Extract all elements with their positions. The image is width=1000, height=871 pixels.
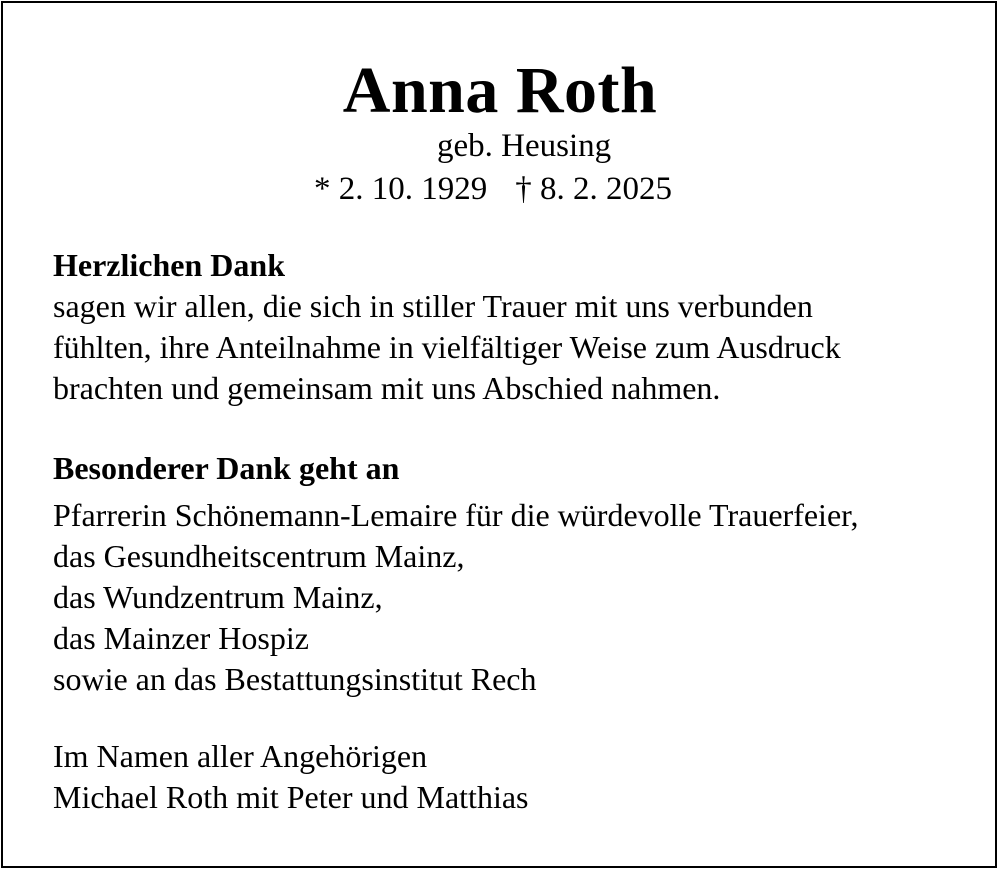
- deceased-name: Anna Roth: [342, 54, 658, 127]
- death-date: † 8. 2. 2025: [515, 171, 672, 207]
- special-thanks-line: das Gesundheitscentrum Mainz,: [53, 538, 465, 574]
- signature-line: Im Namen aller Angehörigen: [53, 738, 428, 774]
- special-thanks-section: [53, 448, 859, 700]
- thanks-line: brachten und gemeinsam mit uns Abschied nahmen.: [53, 370, 721, 406]
- special-thanks-line: das Mainzer Hospiz: [53, 620, 309, 656]
- thanks-heading: Herzlichen Dank: [53, 247, 285, 283]
- special-thanks-line: sowie an das Bestattungsinstitut Rech: [53, 661, 537, 697]
- special-thanks-line: das Wundzentrum Mainz,: [53, 579, 383, 615]
- special-thanks-heading: Besonderer Dank geht an: [53, 450, 400, 486]
- signature-line: Michael Roth mit Peter und Matthias: [53, 779, 529, 815]
- birth-name: geb. Heusing: [437, 128, 612, 164]
- thanks-line: sagen wir allen, die sich in stiller Trauer mit uns verbunden: [53, 288, 813, 324]
- thanks-line: fühlten, ihre Anteilnahme in vielfältiger Weise zum Ausdruck: [53, 329, 841, 365]
- birth-date: * 2. 10. 1929: [314, 171, 488, 207]
- life-dates: [314, 170, 672, 208]
- thanks-section: [53, 245, 841, 409]
- special-thanks-line: Pfarrerin Schönemann-Lemaire für die würdevolle Trauerfeier,: [53, 497, 859, 533]
- signature-section: [53, 736, 528, 818]
